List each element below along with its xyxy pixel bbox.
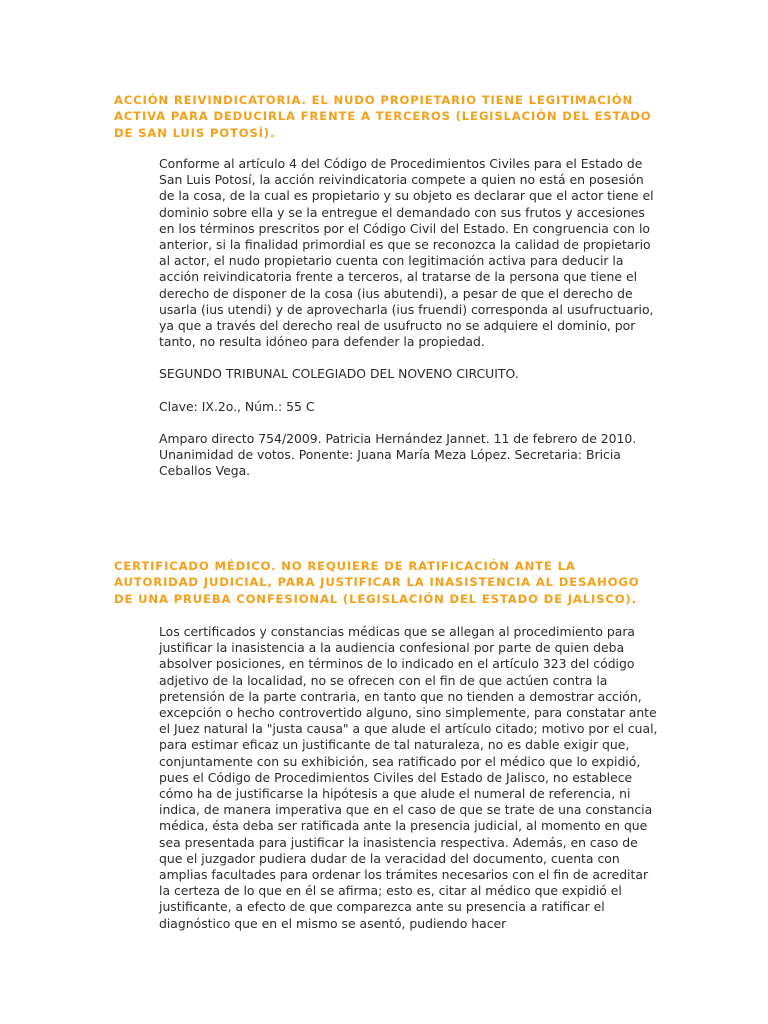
thesis-body-certificado-medico (159, 624, 663, 932)
court-name: SEGUNDO TRIBUNAL COLEGIADO DEL NOVENO CIRCUITO. (159, 366, 519, 382)
thesis-clave: Clave: IX.2o., Núm.: 55 C (159, 398, 315, 414)
precedent-text: Amparo directo 754/2009. Patricia Hernández Jannet. 11 de febrero de 2010. Unanimidad de votos. Ponente: Juana María Meza López. Secretaria: Bricia Ceballos Vega. (159, 430, 637, 479)
thesis-body-accion-reivindicatoria (159, 156, 663, 479)
thesis-text: Conforme al artículo 4 del Código de Procedimientos Civiles para el Estado de San Luis Potosí, la acción reivindicatoria compete a quien no está en posesión de la cosa, de la cual es propietario y su objeto es declarar que el actor tiene el dominio sobre ella y se la entregue el demandado con sus frutos y accesiones en los términos prescritos por el Código Civil del Estado. En congruencia con lo anterior, si la finalidad primordial es que se reconozca la calidad de propietario al actor, el nudo propietario cuenta con legitimación activa para deducir la acción reivindicatoria frente a terceros, al tratarse de la persona que tiene el derecho de disponer de la cosa (ius abutendi), a pesar de que el derecho de usarla (ius utendi) y de aprovecharla (ius fruendi) corresponda al usufructuario, ya que a través del derecho real de usufructo no se adquiere el dominio, por tanto, no resulta idóneo para defender la propiedad. (159, 156, 654, 350)
thesis-heading-certificado-medico: CERTIFICADO MÉDICO. NO REQUIERE DE RATIFICACIÓN ANTE LA AUTORIDAD JUDICIAL, PARA JUSTIFICAR LA INASISTENCIA AL DESAHOGO DE UNA PRUEBA CONFESIONAL (LEGISLACIÓN DEL ESTADO DE JALISCO). (114, 559, 640, 606)
thesis-heading-accion-reivindicatoria: ACCIÓN REIVINDICATORIA. EL NUDO PROPIETARIO TIENE LEGITIMACIÓN ACTIVA PARA DEDUCIRLA FRENTE A TERCEROS (LEGISLACIÓN DEL ESTADO DE SAN LUIS POTOSÍ). (114, 93, 652, 140)
thesis-text: Los certificados y constancias médicas que se allegan al procedimiento para justificar la inasistencia a la audiencia confesional por parte de quien deba absolver posiciones, en términos de lo indicado en el artículo 323 del código adjetivo de la localidad, no se ofrecen con el fin de que actúen contra la pretensión de la parte contraria, en tanto que no tienden a demostrar acción, excepción o hecho controvertido alguno, sino simplemente, para constatar ante el Juez natural la "justa causa" a que alude el artículo citado; motivo por el cual, para estimar eficaz un justificante de tal naturaleza, no es dable exigir que, conjuntamente con su exhibición, sea ratificado por el médico que lo expidió, pues el Código de Procedimientos Civiles del Estado de Jalisco, no establece cómo ha de justificarse la hipótesis a que alude el numeral de referencia, ni indica, de manera imperativa que en el caso de que se trate de una constancia médica, ésta deba ser ratificada ante la presencia judicial, al momento en que sea presentada para justificar la inasistencia respectiva. Además, en caso de que el juzgador pudiera dudar de la veracidad del documento, cuenta con amplias facultades para ordenar los trámites necesarios con el fin de acreditar la certeza de lo que en él se afirma; esto es, citar al médico que expidió el justificante, a efecto de que comparezca ante su presencia a ratificar el diagnóstico que en el mismo se asentó, pudiendo hacer (159, 624, 658, 931)
